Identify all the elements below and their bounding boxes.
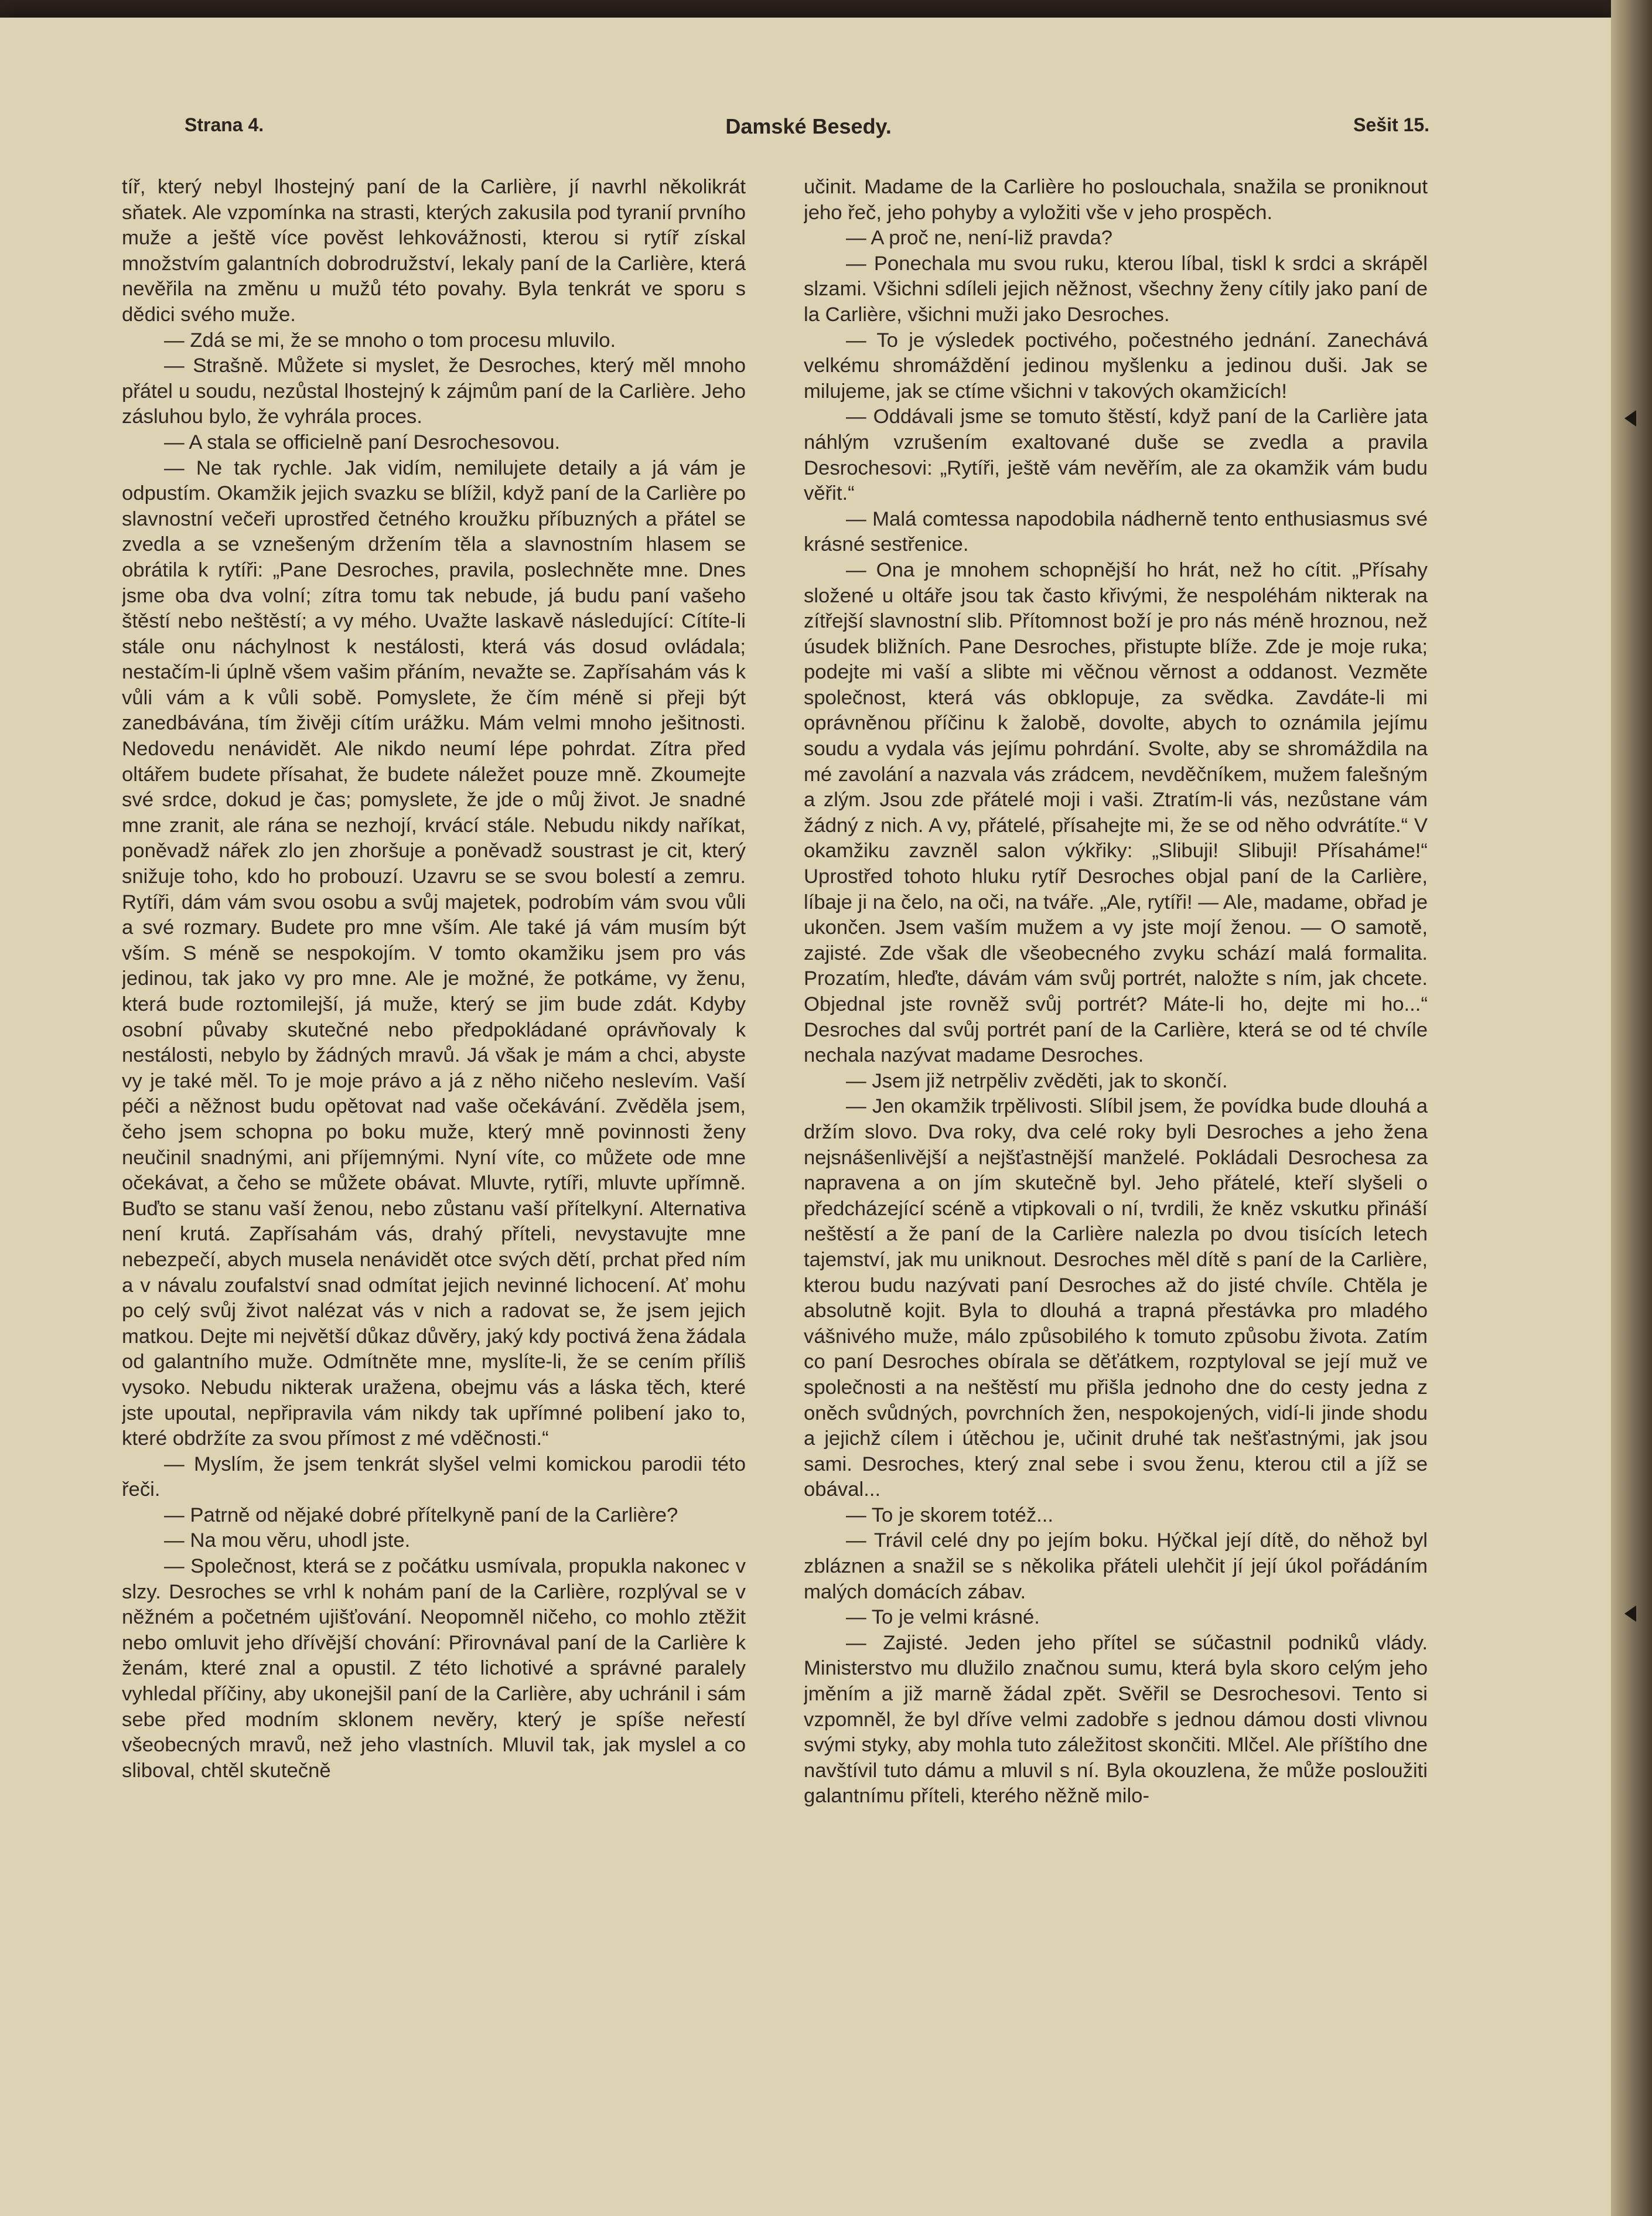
paragraph: — Oddávali jsme se tomuto štěstí, když paní de la Carlière jata náhlým vzrušením exaltované duše se zvedla a pravila Desrochesovi: „Rytíři, ještě vám nevěřím, ale za okamžik vám budu věřit.“ bbox=[804, 405, 1428, 505]
paragraph: — Trávil celé dny po jejím boku. Hýčkal její dítě, do něhož byl zbláznen a snažil se s několika přáteli ulehčit jí její úkol pořádáním malých domácích zábav. bbox=[804, 1529, 1428, 1603]
page-number: Strana 4. bbox=[185, 114, 264, 135]
paragraph: — A proč ne, není-liž pravda? bbox=[846, 227, 1113, 250]
paragraph: učinit. Madame de la Carlière ho poslouchala, snažila se proniknout jeho řeč, jeho pohyby a vyložiti vše v jeho prospěch. bbox=[804, 176, 1428, 224]
paragraph: — Jsem již netrpěliv zvěděti, jak to skončí. bbox=[846, 1069, 1228, 1092]
paragraph: — Společnost, která se z počátku usmívala, propukla nakonec v slzy. Desroches se vrhl k nohám paní de la Carlière, rozplýval se v něžném a početném ujišťování. Neopomněl ničeho, co mohlo ztěžit nebo omluvit jeho dřívější chování: Přirovnával paní de la Carlière k ženám, které znal a opustil. Z této lichotivé a správné paralely vyhledal příčiny, aby ukonejšil paní de la Carlière, aby uchránil i sám sebe před modním sklonem nevěry, který je spíše neřestí všeobecných mravů, než jeho vlastních. Mluvil tak, jak myslel a co sliboval, chtěl skutečně bbox=[122, 1555, 746, 1782]
paragraph: — Patrně od nějaké dobré přítelkyně paní de la Carlière? bbox=[164, 1504, 678, 1526]
paragraph: tíř, který nebyl lhostejný paní de la Carlière, jí navrhl několikrát sňatek. Ale vzpomínka na strasti, kterých zakusila pod tyranií prvního muže a ještě více pověst lehkovážnosti, kterou si rytíř získal množstvím galantních dobrodružství, lekaly paní de la Carlière, která nevěřila na změnu u mužů této povahy. Byla tenkrát ve sporu s dědici svého muže. bbox=[122, 176, 746, 326]
paragraph: — Na mou věru, uhodl jste. bbox=[164, 1529, 411, 1552]
paragraph: — Malá comtessa napodobila nádherně tento enthusiasmus své krásné sestřenice. bbox=[804, 507, 1428, 556]
issue-number: Sešit 15. bbox=[1353, 114, 1429, 135]
publication-title: Damské Besedy. bbox=[725, 114, 892, 138]
paragraph: — A stala se officielně paní Desrochesovou. bbox=[164, 431, 561, 454]
paragraph: — To je skorem totéž... bbox=[846, 1504, 1054, 1526]
paragraph: — To je výsledek poctivého, počestného jednání. Zanechává velkému shromáždění jedinou myšlenku a jedinou duši. Jak se milujeme, jak se ctíme všichni v takových okamžicích! bbox=[804, 329, 1428, 403]
paragraph: — Strašně. Můžete si myslet, že Desroches, který měl mnoho přátel u soudu, nezůstal lhostejný k zájmům paní de la Carlière. Jeho zásluhou bylo, že vyhrála proces. bbox=[122, 354, 746, 428]
left-column bbox=[122, 175, 746, 2155]
binding-mark bbox=[1624, 410, 1636, 427]
paragraph: — To je velmi krásné. bbox=[846, 1606, 1040, 1629]
page-header bbox=[185, 114, 1429, 139]
paragraph: — Ne tak rychle. Jak vidím, nemilujete detaily a já vám je odpustím. Okamžik jejich svazku se blížil, když paní de la Carlière po slavnostní večeři uprostřed četného kroužku příbuzných a přátel se zvedla a se vznešeným držením těla a slavnostním hlasem se obrátila k rytíři: „Pane Desroches, pravila, poslechněte mne. Dnes jsme oba dva volní; zítra tomu tak nebude, já budu paní vašeho štěstí nebo neštěstí; a vy mého. Uvažte laskavě následující: Cítíte-li stále onu náchylnost k nestálosti, která vás dosud ovládala; nestačím-li úplně všem vašim přáním, nevažte se. Zapřísahám vás k vůli vám a k vůli sobě. Pomyslete, že čím méně si přeji být zanedbávána, tím živěji cítím urážku. Mám velmi mnoho ješitnosti. Nedovedu nenávidět. Ale nikdo neumí lépe pohrdat. Zítra před oltářem budete přísahat, že budete náležet pouze mně. Zkoumejte své srdce, dokud je čas; pomyslete, že jde o můj život. Je snadné mne zranit, ale rána se nezhojí, krvácí stále. Nebudu nikdy naříkat, poněvadž nářek zlo jen zhoršuje a poněvadž soustrast je cit, který snižuje toho, kdo ho probouzí. Uzavru se se svou bolestí a zemru. Rytíři, dám vám svou osobu a svůj majetek, podrobím vám svou vůli a své rozmary. Budete pro mne vším. Ale také já vám musím být vším. S méně se nespokojím. V tomto okamžiku jsem pro vás jedinou, tak jako vy pro mne. Ale je možné, že potkáme, vy ženu, která bude roztomilejší, já muže, který se jim bude zdát. Kdyby osobní půvaby skutečné nebo předpokládané oprávňovaly k nestálosti, nebylo by žádných mravů. Já však je mám a chci, abyste vy je také měl. To je moje právo a já z něho ničeho neslevím. Vaší péči a něžnost budu opětovat nad vaše očekávání. Zvěděla jsem, čeho jsem schopna po boku muže, který mně povinnosti ženy neučinil snadnými, ani příjemnými. Nyní víte, co můžete ode mne očekávat, a čeho se můžete obávat. Mluvte, rytíři, mluvte upřímně. Buďto se stanu vaší ženou, nebo zůstanu vaší přítelkyní. Alternativa není krutá. Zapřísahám vás, drahý příteli, nevystavujte mne nebezpečí, abych musela nenávidět otce svých dětí, prchat před ním a v návalu zoufalství snad odmítat jejich nevinné lichocení. Ať mohu po celý svůj život nalézat vás v nich a radovat se, že jsem jejich matkou. Dejte mi největší důkaz důvěry, jaký kdy poctivá žena žádala od galantního muže. Odmítněte mne, myslíte-li, že se cením příliš vysoko. Nebudu nikterak uražena, obejmu vás a láska těch, které jste upoutal, nepřipravila vám nikdy tak upřímné polibení jako to, které obdržíte za svou přímost z mé vděčnosti.“ bbox=[122, 456, 746, 1450]
paragraph: — Jen okamžik trpělivosti. Slíbil jsem, že povídka bude dlouhá a držím slovo. Dva roky, dva celé roky byli Desroches a jeho žena nejsnášenlivější a nejšťastnější manželé. Pokládali Desrochesa za napravena a on jím skutečně byl. Jeho přátelé, kteří slyšeli o předcházející scéně a vtipkovali o ní, tvrdili, že kněz vskutku přináší neštěstí a že paní de la Carlière nalezla po dvou tisících letech tajemství, jak mu uniknout. Desroches měl dítě s paní de la Carlière, kterou budu nazývati paní Desroches až do jisté chvíle. Chtěla je absolutně kojit. Byla to dlouhá a trapná přestávka pro mladého vášnivého muže, málo způsobilého k tomuto způsobu života. Zatím co paní Desroches obírala se děťátkem, rozptyloval se její muž ve společnosti a na neštěstí mu přišla jednoho dne do cesty jedna z oněch svůdných, povrchních žen, nespokojených, vidí-li jinde shodu a jejichž cílem i útěchou je, učinit druhé tak nešťastnými, jak jsou sami. Desroches, který znal sebe i svou ženu, kterou ctil a jíž se obával... bbox=[804, 1095, 1428, 1501]
paragraph: — Ona je mnohem schopnější ho hrát, než ho cítit. „Přísahy složené u oltáře jsou tak často křivými, že nespoléhám nikterak na zítřejší slavnostní slib. Přítomnost boží je pro nás méně hroznou, než úsudek bližních. Pane Desroches, přistupte blíže. Zde je moje ruka; podejte mi vaší a slibte mi věčnou věrnost a oddanost. Vezměte společnost, která vás obklopuje, za svědka. Zavdáte-li mi oprávněnou příčinu k žalobě, dovolte, abych to oznámila jejímu soudu a vydala vás jejímu pohrdání. Svolte, aby se shromáždila na mé zavolání a nazvala vás zrádcem, nevděčníkem, mužem falešným a zlým. Jsou zde přátelé moji i vaši. Ztratím-li vás, nezůstane vám žádný z nich. A vy, přátelé, přísahejte mi, že se od něho odvrátíte.“ V okamžiku zavzněl salon výkřiky: „Slibuji! Slibuji! Přísaháme!“ Uprostřed tohoto hluku rytíř Desroches objal paní de la Carlière, líbaje ji na čelo, na oči, na tváře. „Ale, rytíři! — Ale, madame, obřad je ukončen. Jsem vaším mužem a vy jste mojí ženou. — O samotě, zajisté. Zde však dle všeobecného zvyku schází malá formalita. Prozatím, hleďte, dávám vám svůj portrét, naložte s ním, jak chcete. Objednal jste rovněž svůj portrét? Máte-li ho, dejte mi ho...“ Desroches dal svůj portrét paní de la Carlière, která se od té chvíle nechala nazývat madame Desroches. bbox=[804, 558, 1428, 1067]
paragraph: — Myslím, že jsem tenkrát slyšel velmi komickou parodii této řeči. bbox=[122, 1453, 746, 1501]
paragraph: — Zajisté. Jeden jeho přítel se súčastnil podniků vlády. Ministerstvo mu dlužilo značnou sumu, která byla skoro celým jeho jměním a již marně žádal zpět. Svěřil se Desrochesovi. Tento si vzpomněl, že byl dříve velmi zadobře s jednou dámou dosti vlivnou svými styky, aby mohla tuto záležitost skončiti. Mlčel. Ale příštího dne navštívil tuto dámu a mluvil s ní. Byla okouzlena, že může posloužiti galantnímu příteli, kterého něžně milo- bbox=[804, 1631, 1428, 1808]
paragraph: — Zdá se mi, že se mnoho o tom procesu mluvilo. bbox=[164, 329, 616, 352]
binding-mark bbox=[1624, 1605, 1636, 1622]
paragraph: — Ponechala mu svou ruku, kterou líbal, tiskl k srdci a skrápěl slzami. Všichni sdíleli jejich něžnost, všechny ženy cítily jako paní de la Carlière, všichni muži jako Desroches. bbox=[804, 252, 1428, 326]
right-column bbox=[804, 175, 1428, 2155]
page-edge bbox=[1611, 0, 1652, 2216]
